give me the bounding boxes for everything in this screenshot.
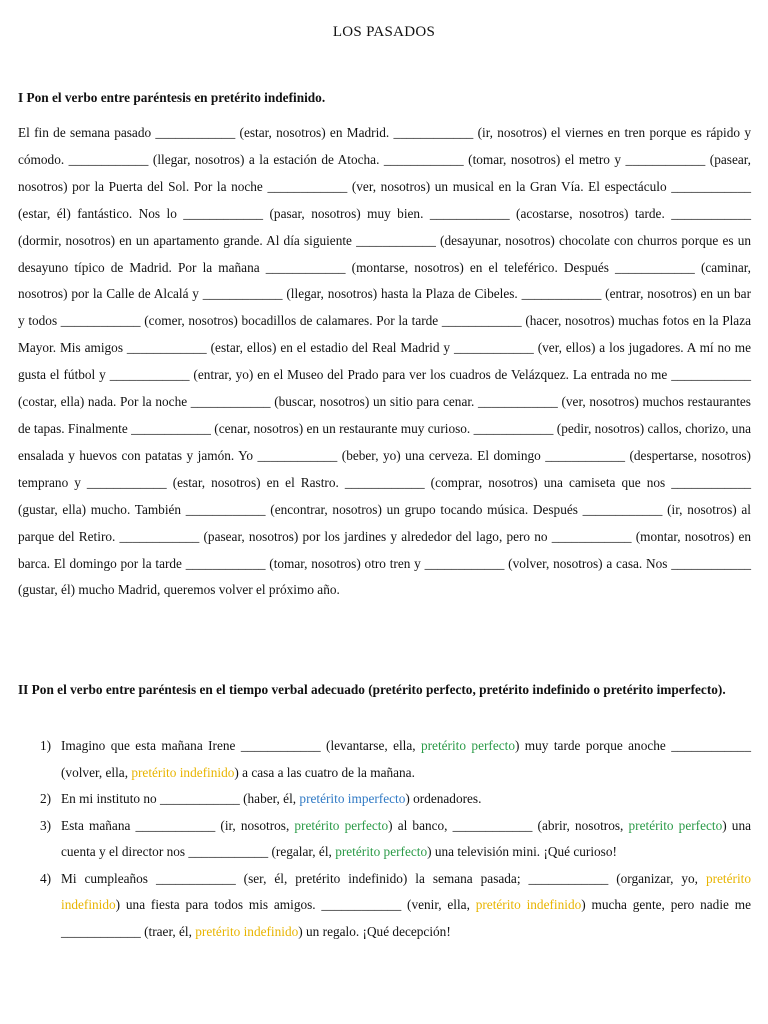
item-number: 4) — [40, 870, 52, 886]
tense-label: pretérito imperfecto — [299, 791, 406, 806]
item-number: 2) — [40, 791, 52, 806]
tense-label: pretérito perfecto — [420, 738, 515, 753]
item-text: ) muy tarde porque anoche ____________ (volver, ella, — [61, 738, 751, 780]
section-2-heading: II Pon el verbo entre paréntesis en el tiempo verbal adecuado (pretérito perfecto, pretérito indefinido o pretérito imperfecto). — [18, 682, 726, 697]
item-text: Mi cumpleaños ____________ (ser, él, pretérito indefinido) la semana pasada; ____________ (organizar, yo, — [61, 870, 706, 886]
exercise-item-1 — [18, 733, 751, 786]
tense-label: pretérito indefinido — [475, 897, 582, 912]
tense-label: pretérito indefinido — [61, 870, 751, 912]
exercise-list — [18, 733, 751, 945]
item-text: ) un regalo. ¡Qué decepción! — [298, 923, 451, 939]
item-text: Esta mañana ____________ (ir, nosotros, — [61, 817, 295, 833]
item-text: Imagino que esta mañana Irene ____________ (levantarse, ella, — [61, 738, 421, 753]
item-text: ) al banco, ____________ (abrir, nosotros, — [388, 817, 629, 833]
tense-label: pretérito perfecto — [628, 817, 723, 833]
section-1-heading: I Pon el verbo entre paréntesis en pretérito indefinido. — [18, 90, 326, 105]
exercise-item-2 — [18, 786, 751, 813]
tense-label: pretérito perfecto — [294, 817, 389, 833]
section-1-paragraph: El fin de semana pasado ____________ (estar, nosotros) en Madrid. ____________ (ir, nosotros) el viernes en tren porque es rápido y cómodo. ____________ (llegar, nosotros) a la estación de Atocha. ____________ (tomar, nosotros) el metro y ____________ (pasear, nosotros) por la Puerta del Sol. Por la noche ____________ (ver, nosotros) un musical en la Gran Vía. El espectáculo ____________ (estar, él) fantástico. Nos lo ____________ (pasar, nosotros) muy bien. ____________ (acostarse, nosotros) tarde. ____________ (dormir, nosotros) en un apartamento grande. Al día siguiente ____________ (desayunar, nosotros) chocolate con churros porque es un desayuno típico de Madrid. Por la mañana ____________ (montarse, nosotros) en el teleférico. Después ____________ (caminar, nosotros) por la Calle de Alcalá y ____________ (llegar, nosotros) hasta la Plaza de Cibeles. ____________ (entrar, nosotros) en un bar y todos ____________ (comer, nosotros) bocadillos de calamares. Por la tarde ____________ (hacer, nosotros) muchas fotos en la Plaza Mayor. Mis amigos ____________ (estar, ellos) en el estadio del Real Madrid y ____________ (ver, ellos) a los jugadores. A mí no me gusta el fútbol y ____________ (entrar, yo) en el Museo del Prado para ver los cuadros de Velázquez. La entrada no me ____________ (costar, ella) nada. Por la noche ____________ (buscar, nosotros) un sitio para cenar. ____________ (ver, nosotros) muchos restaurantes de tapas. Finalmente ____________ (cenar, nosotros) en un restaurante muy curioso. ____________ (pedir, nosotros) callos, chorizo, una ensalada y huevos con patatas y jamón. Yo ____________ (beber, yo) una cerveza. El domingo ____________ (despertarse, nosotros) temprano y ____________ (estar, nosotros) en el Rastro. ____________ (comprar, nosotros) una camiseta que nos ____________ (gustar, ella) mucho. También ____________ (encontrar, nosotros) un grupo tocando música. Después ____________ (ir, nosotros) al parque del Retiro. ____________ (pasear, nosotros) por los jardines y alrededor del lago, pero no ____________ (montar, nosotros) en barca. El domingo por la tarde ____________ (tomar, nosotros) otro tren y ____________ (volver, nosotros) a casa. Nos ____________ (gustar, él) mucho Madrid, queremos volver el próximo año. — [18, 125, 751, 598]
exercise-item-3 — [18, 813, 751, 866]
item-text: ) una televisión mini. ¡Qué curioso! — [427, 844, 617, 859]
item-text: ) a casa a las cuatro de la mañana. — [234, 764, 415, 780]
item-text: ) ordenadores. — [405, 791, 482, 806]
item-number: 3) — [40, 817, 52, 833]
item-text: ) una fiesta para todos mis amigos. ____________ (venir, ella, — [115, 897, 476, 912]
tense-label: pretérito indefinido — [131, 764, 235, 780]
item-number: 1) — [40, 738, 52, 753]
item-text: En mi instituto no ____________ (haber, él, — [61, 791, 300, 806]
item-text: ) mucha gente, pero nadie me ____________ (traer, él, — [61, 897, 751, 939]
item-text: ) una cuenta y el director nos ____________ (regalar, él, — [61, 817, 752, 859]
exercise-item-4 — [18, 866, 751, 946]
tense-label: pretérito perfecto — [335, 844, 428, 859]
tense-label: pretérito indefinido — [195, 923, 299, 939]
page-title: LOS PASADOS — [332, 24, 436, 40]
